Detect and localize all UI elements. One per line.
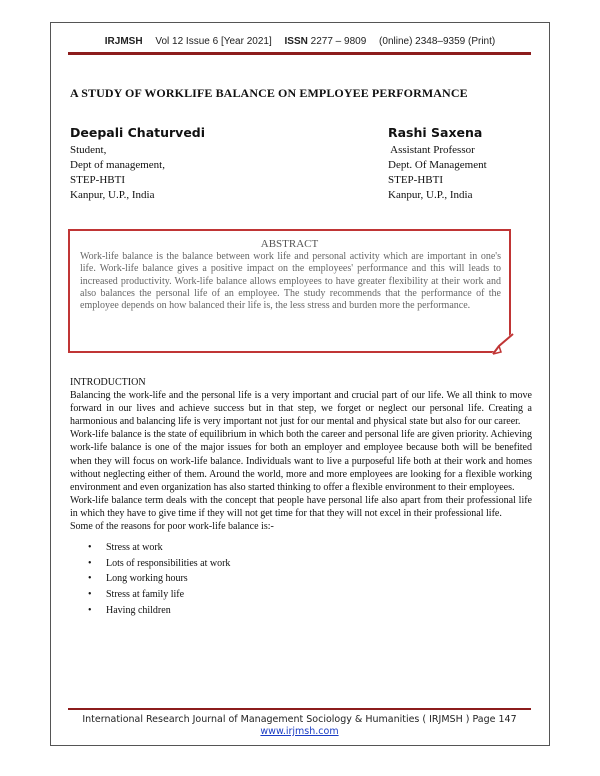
main-body	[70, 376, 532, 618]
paper-title: A STUDY OF WORKLIFE BALANCE ON EMPLOYEE PERFORMANCE	[70, 86, 468, 100]
author-name: Rashi Saxena	[388, 125, 483, 140]
paragraph: Work-life balance is the state of equilibrium in which both the career and personal life are given priority. Achieving work-life balance is one of the major issues for both an employer and employee because both will be benefited when they will focus on work-life balance. Individuals want to live a purposeful life both at their work and homes without neglecting either of them. Around the world, more and more employees are looking for a flexible working environment and even organization has also started thinking to offer a flexible environment to their employees.	[70, 429, 532, 493]
abstract-text: Work-life balance is the balance between work life and personal activity which are important in one's life. Work-life balance gives a positive impact on the employees' performance and this will leads to increased productivity. Work-life balance allows employees to have greater flexibility at their work and also balances the personal life of an employee. The study recommends that the performance of the employee depends on how balanced their life is, the less stress and burden more the performance.	[80, 251, 501, 312]
issn-online: (0nline) 2348–9359 (Print)	[379, 36, 496, 47]
paragraph: Some of the reasons for poor work-life balance is:-	[70, 521, 274, 533]
reasons-list	[70, 540, 532, 618]
author-affiliation-line: Kanpur, U.P., India	[70, 189, 155, 201]
author-affiliation-line: Dept of management,	[70, 159, 165, 171]
list-item: • Lots of responsibilities at work	[88, 556, 532, 572]
author-name: Deepali Chaturvedi	[70, 125, 206, 140]
volume-issue: Vol 12 Issue 6 [Year 2021]	[155, 36, 272, 47]
list-item: • Having children	[88, 603, 532, 619]
footer-rule	[68, 708, 531, 710]
author-block-1	[70, 125, 205, 203]
list-item: • Stress at work	[88, 540, 532, 556]
author-affiliation-line: Dept. Of Management	[388, 159, 487, 171]
website-link[interactable]: www.irjmsh.com	[260, 726, 339, 737]
journal-abbr: IRJMSH	[104, 36, 143, 47]
author-block-2	[388, 125, 487, 203]
running-footer	[68, 714, 531, 738]
header-rule	[68, 52, 531, 55]
author-affiliation-line: STEP-HBTI	[388, 174, 443, 186]
journal-full-name: International Research Journal of Management Sociology & Humanities ( IRJMSH )	[82, 714, 470, 725]
folded-corner-icon	[491, 332, 515, 356]
abstract-heading: ABSTRACT	[260, 238, 319, 250]
list-item: • Stress at family life	[88, 587, 532, 603]
abstract-box	[68, 229, 511, 353]
author-affiliation-line: Kanpur, U.P., India	[388, 189, 473, 201]
paragraph: Work-life balance term deals with the concept that people have personal life also apart from their professional life in which they have to give time if they will not get time for that they will not excel in their professional life.	[70, 494, 532, 519]
paragraph: Balancing the work-life and the personal life is a very important and crucial part of our life. We all think to move forward in our lives and achieve success but in that step, we forget or neglect our personal life. Creating a harmonious and balancing life is very important not just for our mental and physical state but also for our career.	[70, 390, 532, 428]
author-affiliation-line: Assistant Professor	[388, 144, 475, 156]
author-affiliation-line: Student,	[70, 144, 107, 156]
page-number: Page 147	[472, 714, 517, 725]
issn-label: ISSN	[284, 36, 308, 47]
author-affiliation-line: STEP-HBTI	[70, 174, 125, 186]
section-heading: INTRODUCTION	[70, 377, 146, 388]
issn-print: 2277 – 9809	[310, 36, 367, 47]
running-header	[0, 36, 600, 47]
list-item: • Long working hours	[88, 571, 532, 587]
